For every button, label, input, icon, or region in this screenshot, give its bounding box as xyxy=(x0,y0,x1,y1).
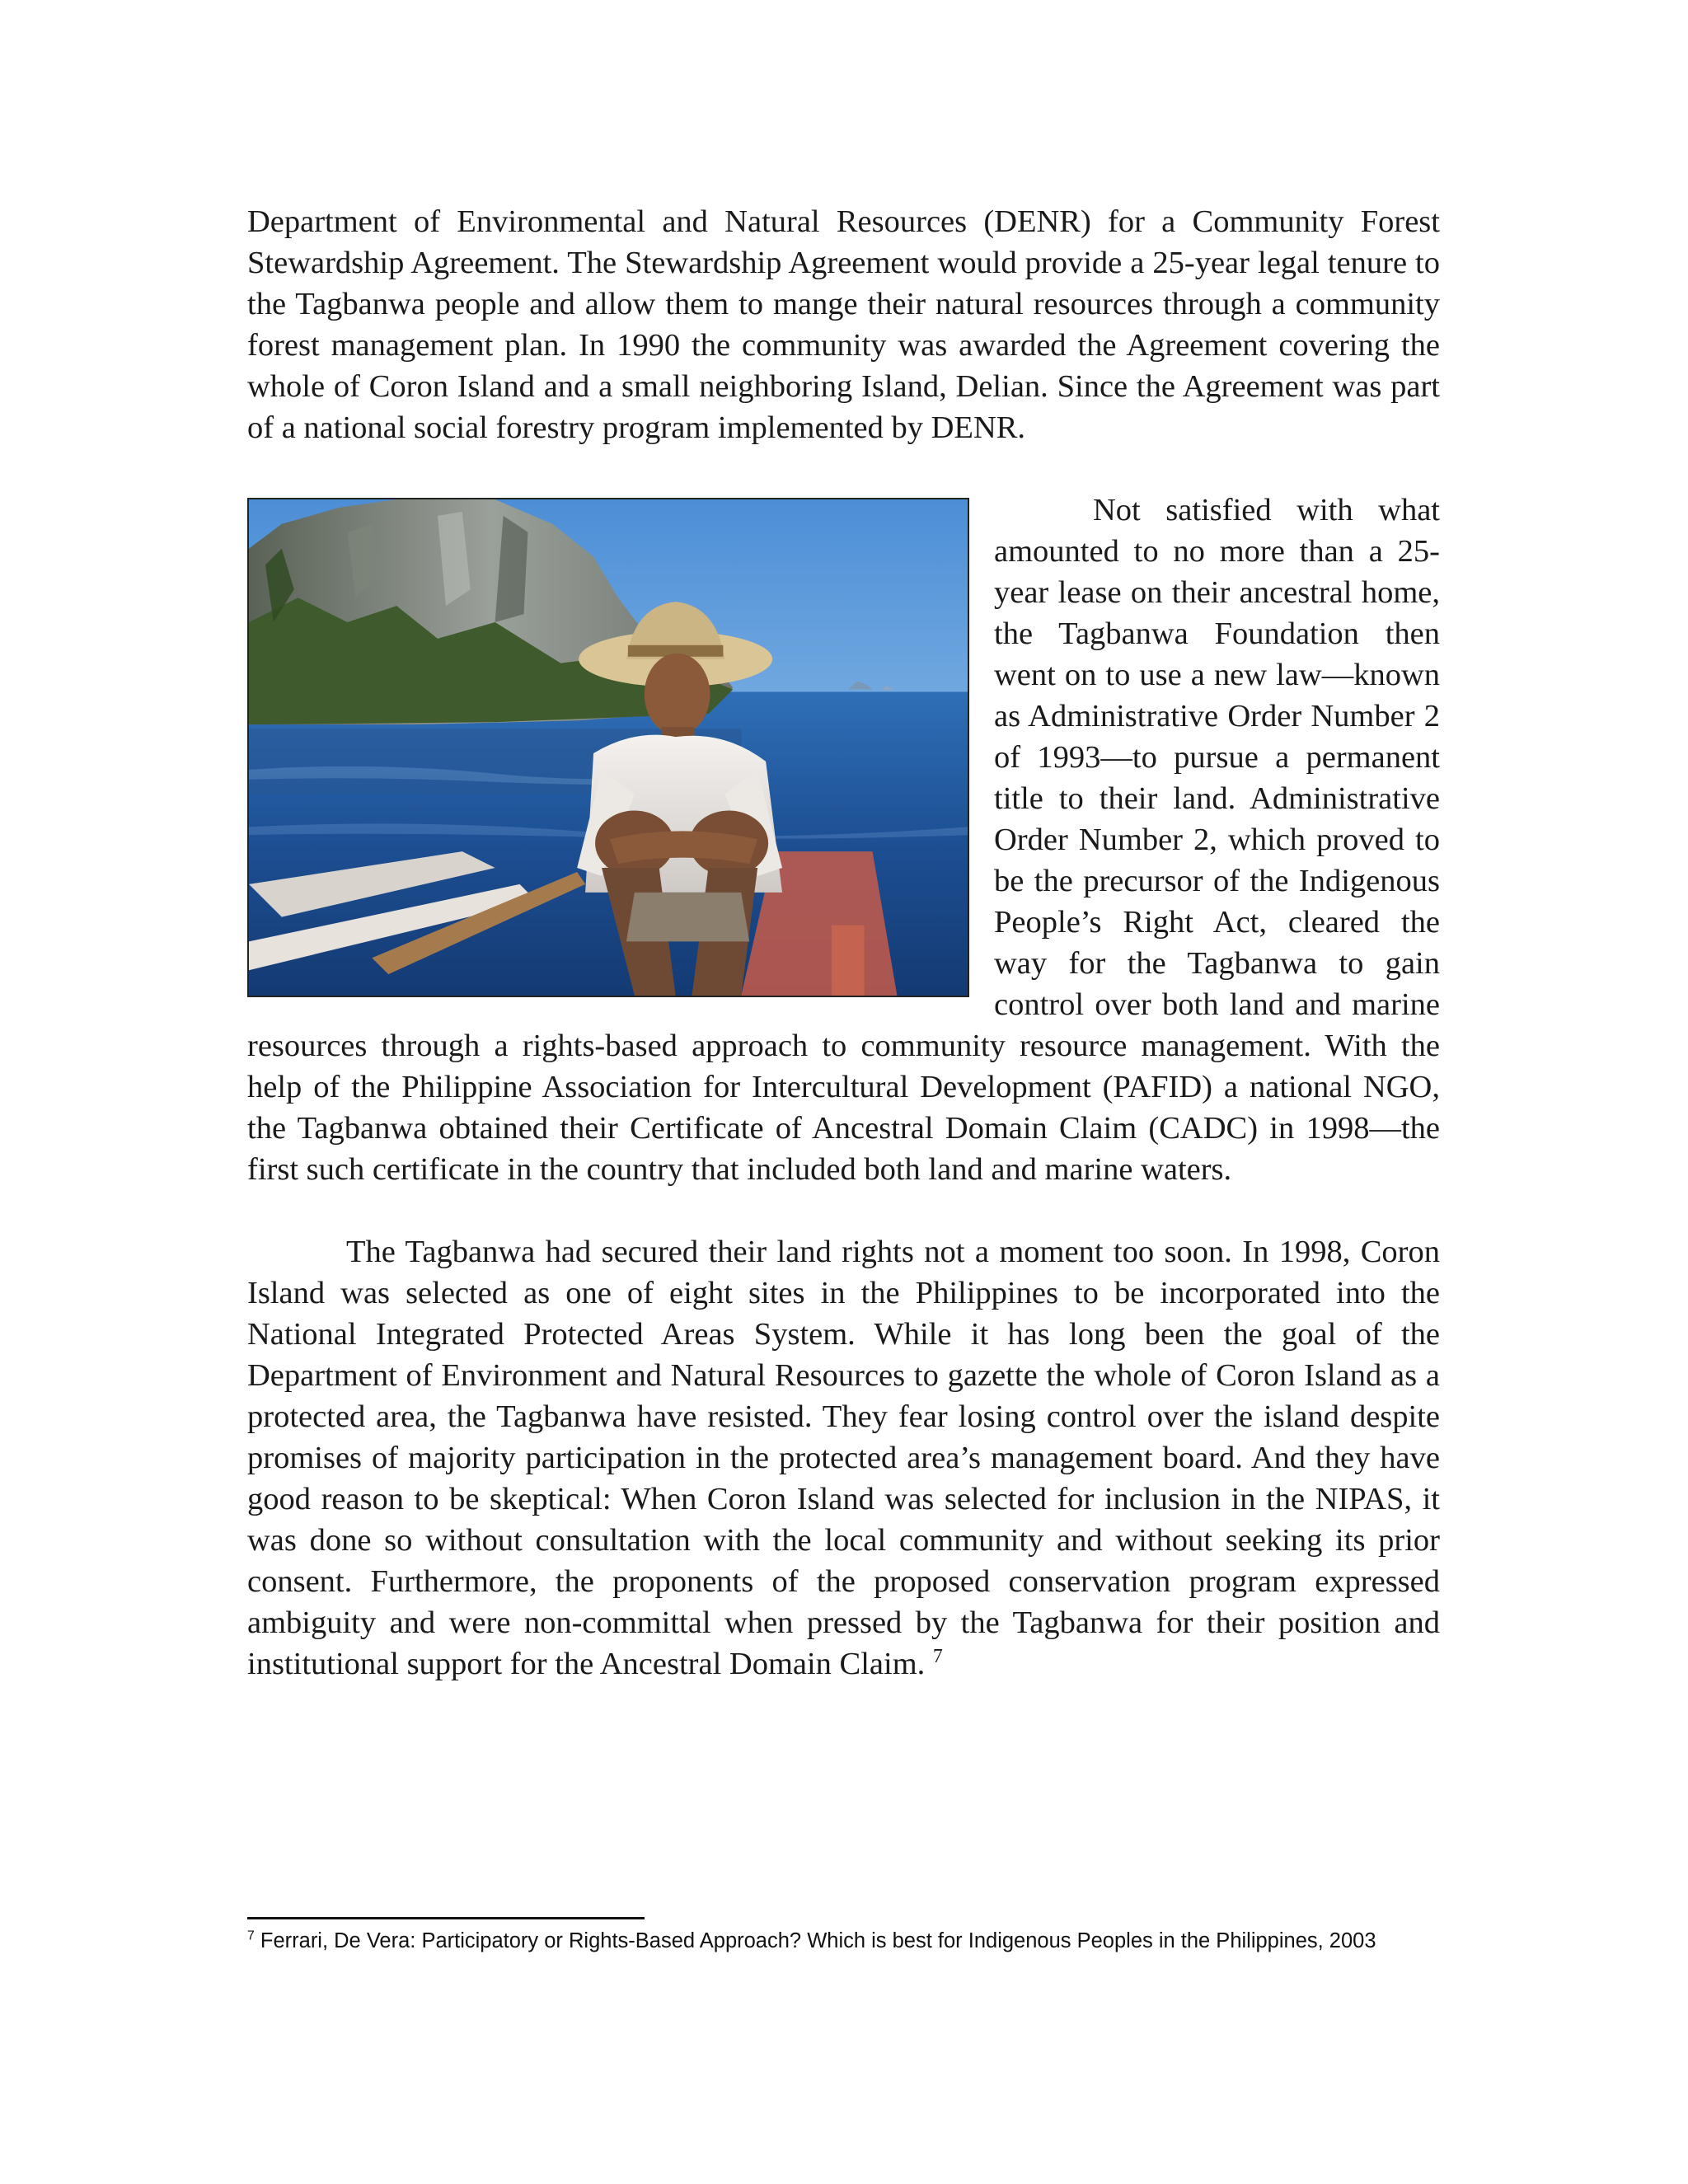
paragraph-nipas-text: The Tagbanwa had secured their land rights not a moment too soon. In 1998, Coron Island was selected as one of eight sites in the Philippines to be incorporated into the National Integrated Protected Areas System. While it has long been the goal of the Department of Environment and Natural Resources to gazette the whole of Coron Island as a protected area, the Tagbanwa have resisted. They fear losing control over the island despite promises of majority participation in the protected area’s management board. And they have good reason to be skeptical: When Coron Island was selected for inclusion in the NIPAS, it was done so without consultation with the local community and without seeking its prior consent. Furthermore, the proponents of the proposed conservation program expressed ambiguity and were non-committal when pressed by the Tagbanwa for their position and institutional support for the Ancestral Domain Claim. xyxy=(247,1235,1440,1681)
photo-tagbanwa-boatman xyxy=(247,498,969,997)
paragraph-administrative-order: Not satisfied with what amounted to no more than a 25-year lease on their ancestral home, the Tagbanwa Foundation then went on to use a new law—known as Administrative Order Number 2 of 1993—to pursue a permanent title to their land. Administrative Order Number 2, which proved to be the precursor of the Indigenous People’s Right Act, cleared the way for the Tagbanwa to gain control over both land and marine resources through a rights-based approach to community resource management. With the help of the Philippine Association for Intercultural Development (PAFID) a national NGO, the Tagbanwa obtained their Certificate of Ancestral Domain Claim (CADC) in 1998—the first such certificate in the country that included both land and marine waters. xyxy=(247,493,1440,1187)
paragraph-nipas xyxy=(247,1231,1440,1685)
footnote-number: 7 xyxy=(247,1929,255,1943)
footnote-text: Ferrari, De Vera: Participatory or Rights-Based Approach? Which is best for Indigenous Peoples in the Philippines, 2003 xyxy=(260,1929,1376,1952)
paragraph-denr-agreement: Department of Environmental and Natural Resources (DENR) for a Community Forest Stewardship Agreement. The Stewardship Agreement would provide a 25-year legal tenure to the Tagbanwa people and allow them to mange their natural resources through a community forest management plan. In 1990 the community was awarded the Agreement covering the whole of Coron Island and a small neighboring Island, Delian. Since the Agreement was part of a national social forestry program implemented by DENR. xyxy=(247,204,1440,445)
footnote-separator xyxy=(247,1917,645,1919)
footnote-reference[interactable]: 7 xyxy=(932,1646,943,1668)
paragraph-with-photo xyxy=(247,490,1440,1190)
footnote xyxy=(247,1929,1440,1954)
document-body xyxy=(247,201,1440,1685)
